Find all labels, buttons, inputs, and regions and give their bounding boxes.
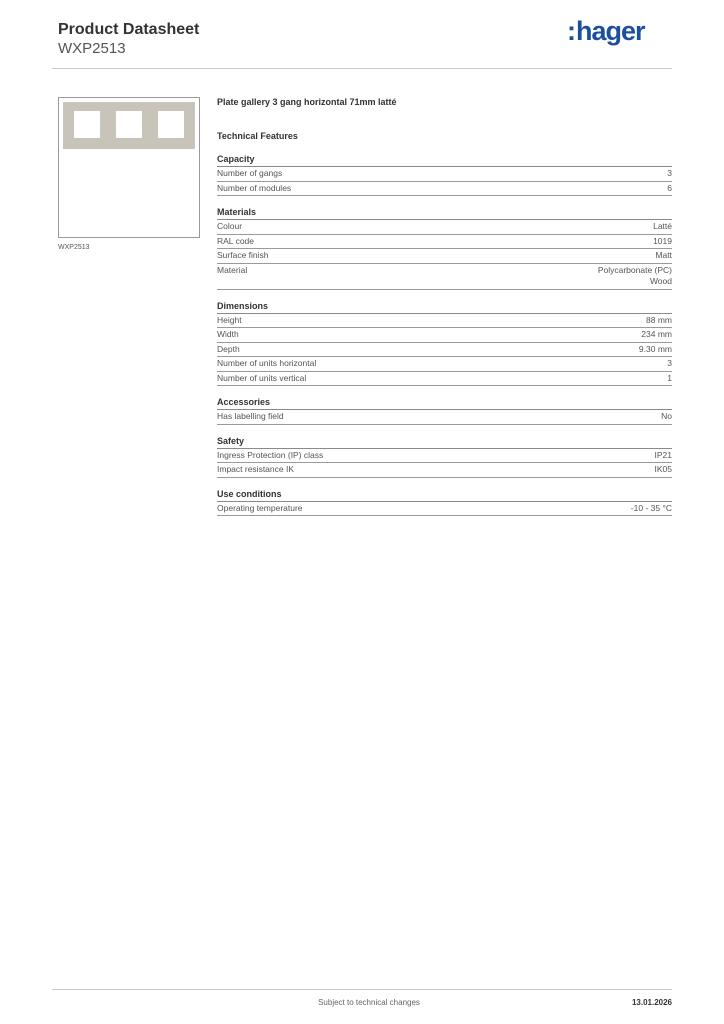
spec-label: Operating temperature (217, 502, 303, 513)
spec-value (641, 329, 672, 341)
product-code: WXP2513 (58, 40, 126, 57)
datasheet-title: Product Datasheet (58, 21, 200, 38)
spec-label: Number of units horizontal (217, 358, 317, 368)
spec-label: Ingress Protection (IP) class (217, 449, 324, 460)
spec-value-line: IK05 (654, 464, 672, 474)
spec-row (217, 357, 672, 372)
spec-label: Number of units vertical (217, 372, 307, 383)
spec-value (631, 503, 672, 515)
spec-row (217, 314, 672, 329)
plate-illustration (63, 102, 195, 149)
spec-label: Number of modules (217, 182, 292, 193)
spec-label: Material (217, 264, 248, 275)
spec-label: Depth (217, 343, 240, 354)
section-title: Safety (217, 435, 672, 449)
spec-value (655, 464, 673, 476)
section-title: Use conditions (217, 488, 672, 502)
spec-value-line: Matt (655, 250, 672, 260)
logo-mark: : (567, 16, 575, 46)
spec-section (217, 435, 672, 478)
spec-label: RAL code (217, 235, 255, 246)
product-name: Plate gallery 3 gang horizontal 71mm latté (217, 97, 397, 107)
spec-value (655, 450, 673, 462)
spec-label: Surface finish (217, 250, 269, 260)
plate-window (158, 111, 184, 138)
footer-divider (52, 989, 672, 990)
spec-row (217, 410, 672, 425)
spec-row (217, 264, 672, 290)
spec-label: Number of gangs (217, 168, 283, 178)
spec-row (217, 182, 672, 197)
spec-row (217, 343, 672, 358)
spec-section (217, 300, 672, 387)
logo-text: hager (576, 16, 645, 46)
spec-value-line: Latté (653, 221, 672, 231)
spec-value (667, 373, 672, 385)
section-title: Capacity (217, 153, 672, 167)
spec-value-line: No (661, 411, 672, 421)
spec-row (217, 167, 672, 182)
spec-value-line: 88 mm (646, 314, 672, 325)
spec-row (217, 249, 672, 264)
spec-value-line: IP21 (654, 449, 672, 460)
features-heading: Technical Features (217, 131, 298, 141)
spec-value (653, 221, 672, 233)
spec-content (217, 95, 672, 516)
spec-section (217, 396, 672, 425)
spec-value (655, 250, 672, 262)
spec-value (667, 168, 672, 180)
product-image (58, 97, 200, 238)
section-title: Dimensions (217, 300, 672, 314)
spec-value-line: 6 (667, 182, 672, 193)
spec-row (217, 220, 672, 235)
plate-window (74, 111, 100, 138)
spec-value-line: 1 (667, 372, 672, 383)
footer-date: 13.01.2026 (631, 998, 672, 1007)
spec-value (598, 265, 672, 288)
spec-label: Has labelling field (217, 411, 284, 421)
spec-row (217, 235, 672, 250)
spec-label: Height (217, 314, 242, 325)
spec-value-line: Wood (649, 276, 672, 286)
spec-value (667, 183, 672, 195)
spec-row (217, 449, 672, 464)
spec-section (217, 488, 672, 517)
spec-label: Impact resistance IK (217, 464, 295, 474)
spec-value (661, 411, 672, 423)
spec-row (217, 502, 672, 517)
spec-label: Colour (217, 221, 243, 231)
spec-section (217, 153, 672, 196)
brand-logo (567, 14, 645, 48)
header-divider (52, 68, 672, 69)
spec-value-line: 3 (667, 168, 672, 178)
footer-note: Subject to technical changes (318, 998, 420, 1007)
spec-section (217, 206, 672, 290)
spec-value (639, 344, 672, 356)
spec-row (217, 328, 672, 343)
spec-value-line: 9.30 mm (638, 343, 672, 354)
spec-value-line: Polycarbonate (PC) (597, 264, 672, 275)
spec-value (646, 315, 672, 327)
image-caption: WXP2513 (58, 244, 90, 251)
spec-sections (217, 153, 672, 516)
spec-label: Width (217, 329, 239, 339)
spec-value (667, 358, 672, 370)
spec-row (217, 372, 672, 387)
section-title: Materials (217, 206, 672, 220)
section-title: Accessories (217, 396, 672, 410)
spec-row (217, 463, 672, 478)
spec-value-line: 3 (667, 358, 672, 368)
plate-window (116, 111, 142, 138)
spec-value (653, 236, 672, 248)
spec-value-line: 234 mm (641, 329, 672, 339)
spec-value-line: -10 - 35 °C (630, 502, 672, 513)
spec-value-line: 1019 (653, 235, 672, 246)
